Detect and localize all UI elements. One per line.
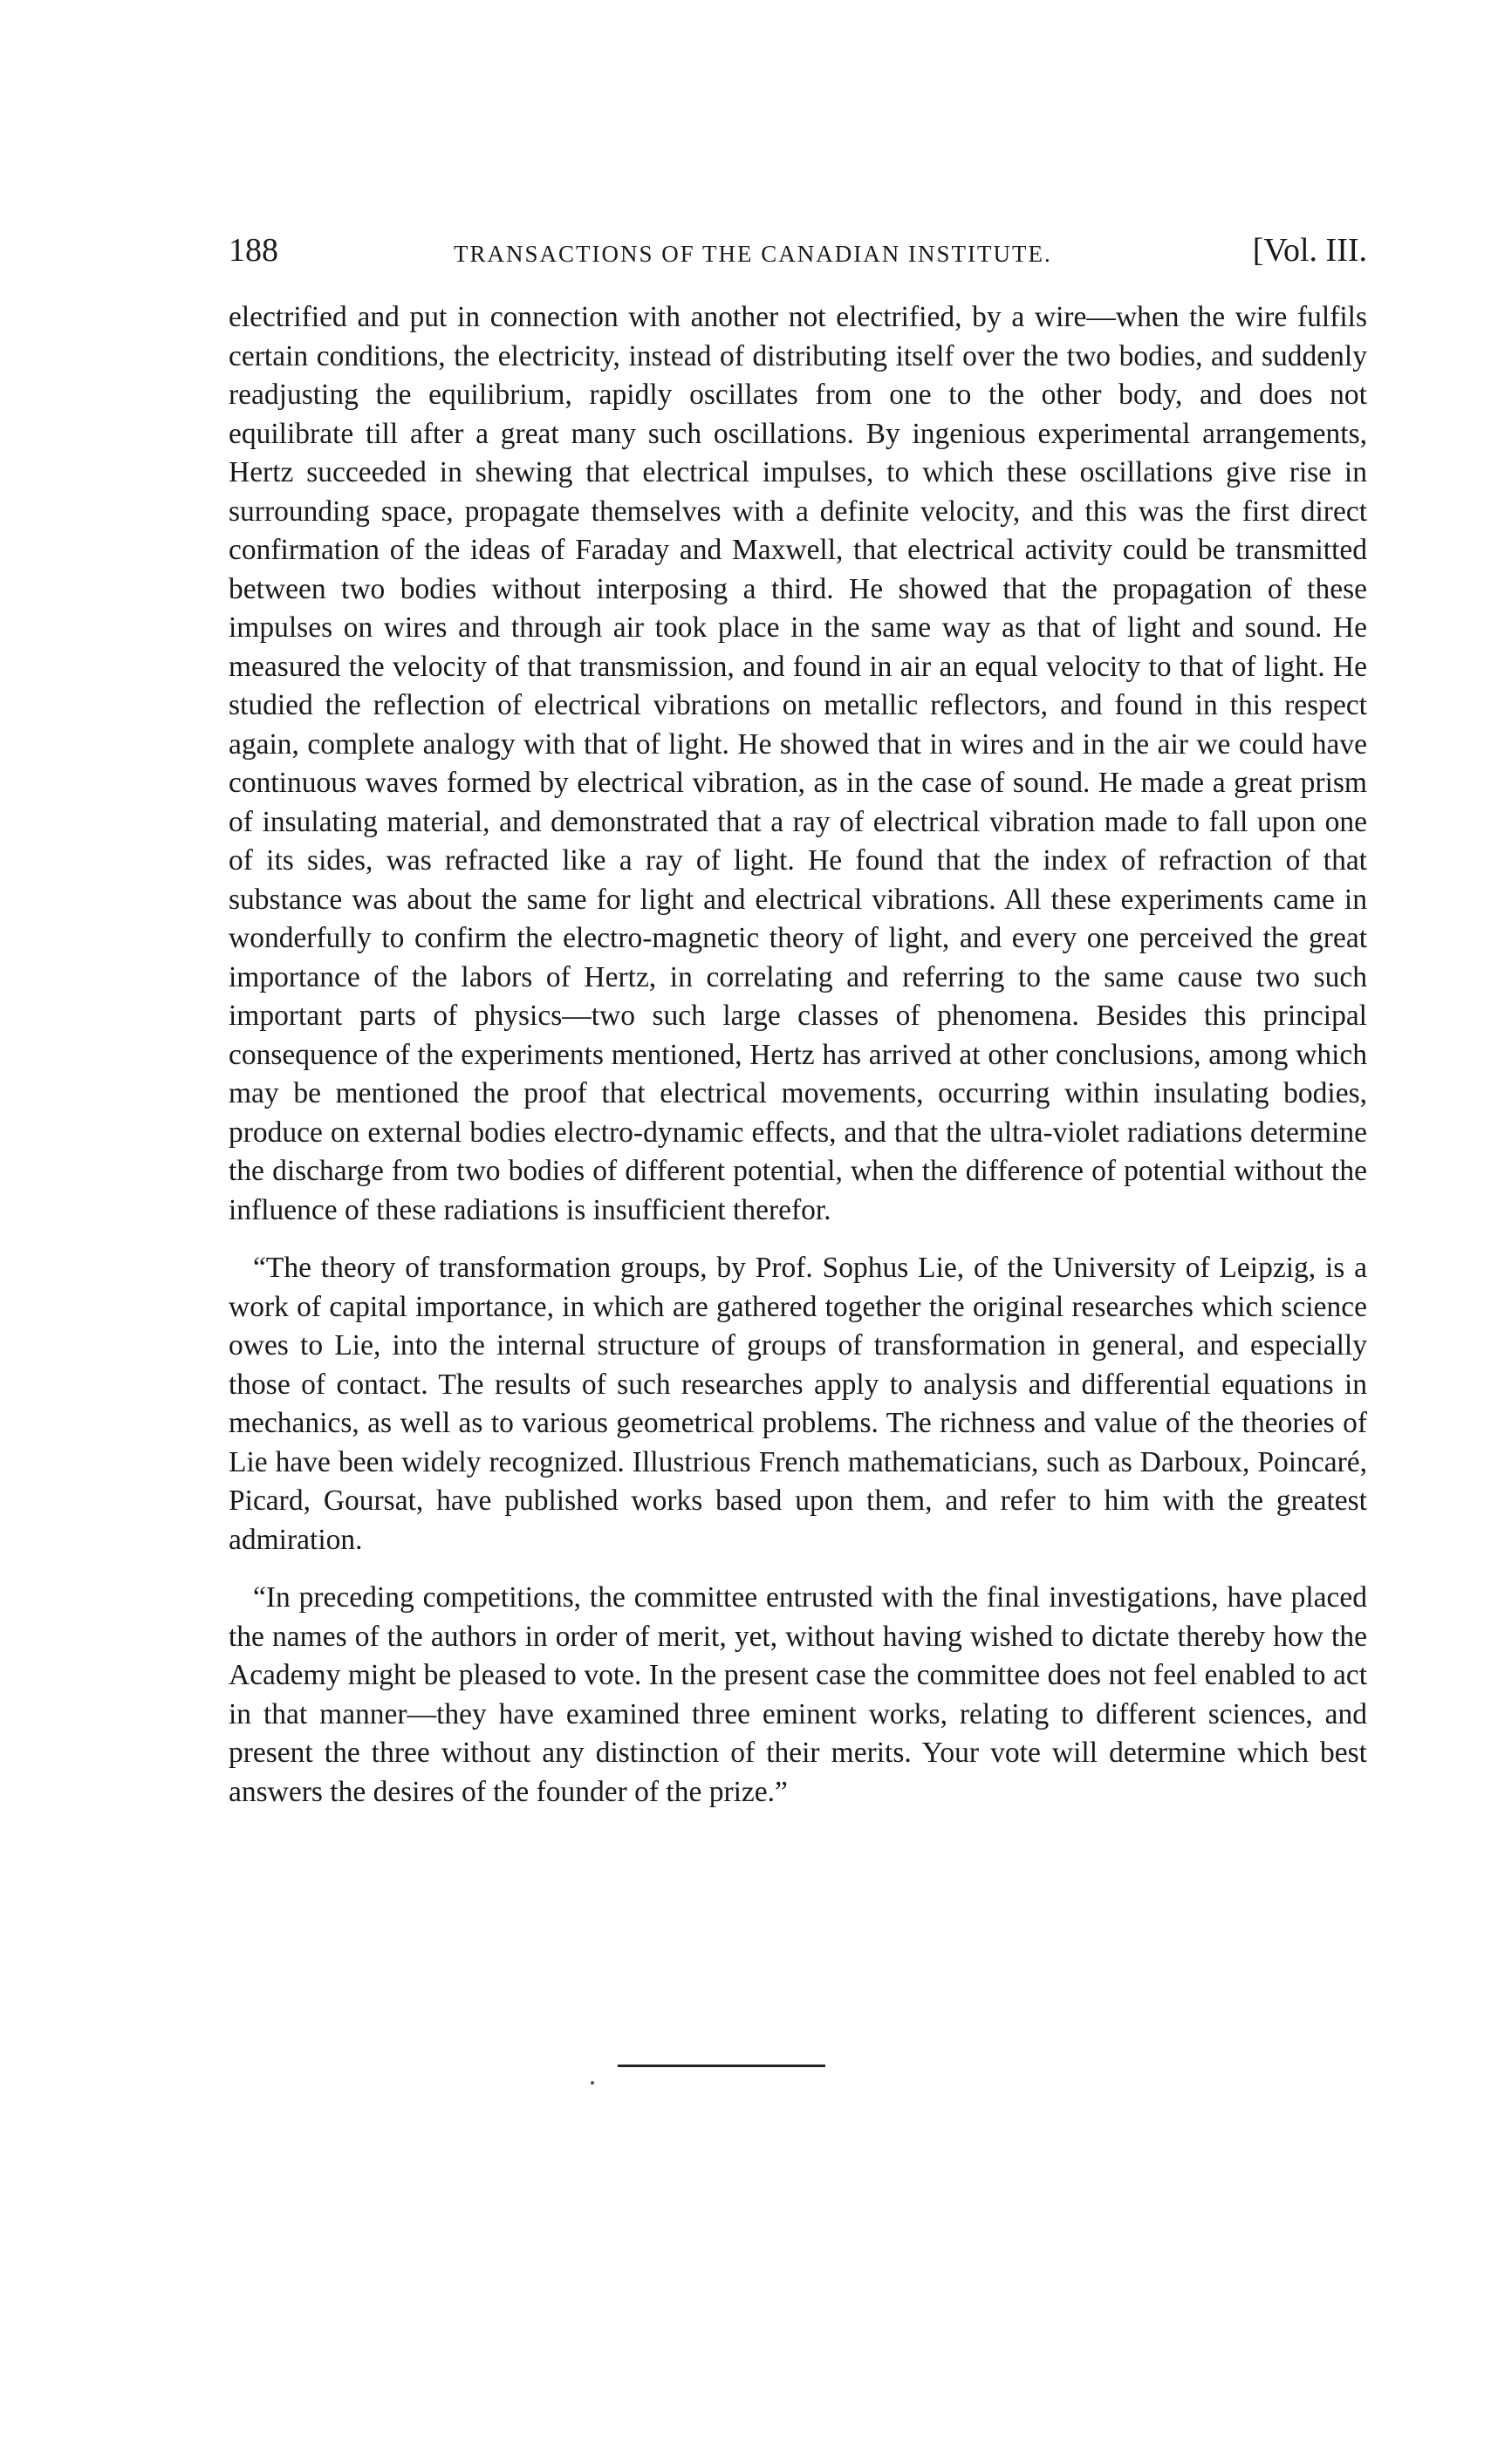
page-number: 188 xyxy=(229,232,278,269)
print-speck xyxy=(591,2081,594,2085)
paragraph-lie: “The theory of transformation groups, by Prof. Sophus Lie, of the University of Leipzig, is a work of capital importance, in which are gathered together the original researches which science owes to Lie, into the internal structure of groups of transformation in general, and especially those of contact. The results of such researches apply to analysis and differential equations in mechanics, as well as to various geometrical problems. The richness and value of the theories of Lie have been widely recognized. Illustrious French mathematicians, such as Darboux, Poincaré, Picard, Goursat, have published works based upon them, and refer to him with the greatest admiration. xyxy=(229,1252,1367,1556)
paragraph-hertz: electrified and put in connection with another not electrified, by a wire—when the wire fulfils certain conditions, the electricity, instead of distributing itself over the two bodies, and suddenly readjusting the equilibrium, rapidly oscillates from one to the other body, and does not equilibrate till after a great many such oscillations. By ingenious experimental arrangements, Hertz succeeded in shewing that electrical impulses, to which these oscillations give rise in surrounding space, propagate themselves with a definite velocity, and this was the first direct confirmation of the ideas of Faraday and Maxwell, that electrical activity could be transmitted between two bodies without interposing a third. He showed that the propagation of these impulses on wires and through air took place in the same way as that of light and sound. He measured the velocity of that transmission, and found in air an equal velocity to that of light. He studied the reflection of electrical vibrations on metallic reflectors, and found in this respect again, complete analogy with that of light. He showed that in wires and in the air we could have continuous waves formed by electrical vibration, as in the case of sound. He made a great prism of insulating material, and demonstrated that a ray of electrical vibration made to fall upon one of its sides, was refracted like a ray of light. He found that the index of refraction of that substance was about the same for light and electrical vibrations. All these experiments came in wonderfully to confirm the electro-magnetic theory of light, and every one perceived the great importance of the labors of Hertz, in correlating and referring to the same cause two such important parts of physics—two such large classes of phenomena. Besides this principal consequence of the experiments mentioned, Hertz has arrived at other conclusions, among which may be mentioned the proof that electrical movements, occurring within insulating bodies, produce on external bodies electro-dynamic effects, and that the ultra-violet radiations determine the discharge from two bodies of different potential, when the difference of potential without the influence of these radiations is insufficient therefor. xyxy=(229,301,1367,1226)
running-head: TRANSACTIONS OF THE CANADIAN INSTITUTE. xyxy=(454,241,1052,267)
section-end-rule xyxy=(618,2065,825,2067)
page-header xyxy=(229,229,1367,272)
body-text xyxy=(229,298,1367,1812)
volume-label: [Vol. III. xyxy=(1252,232,1367,269)
paragraph-committee: “In preceding competitions, the committee entrusted with the final investigations, have placed the names of the authors in order of merit, yet, without having wished to dictate thereby how the Academy might be pleased to vote. In the present case the committee does not feel enabled to act in that manner—they have examined three eminent works, relating to different sciences, and present the three without any distinction of their merits. Your vote will determine which best answers the desires of the founder of the prize.” xyxy=(229,1581,1367,1808)
